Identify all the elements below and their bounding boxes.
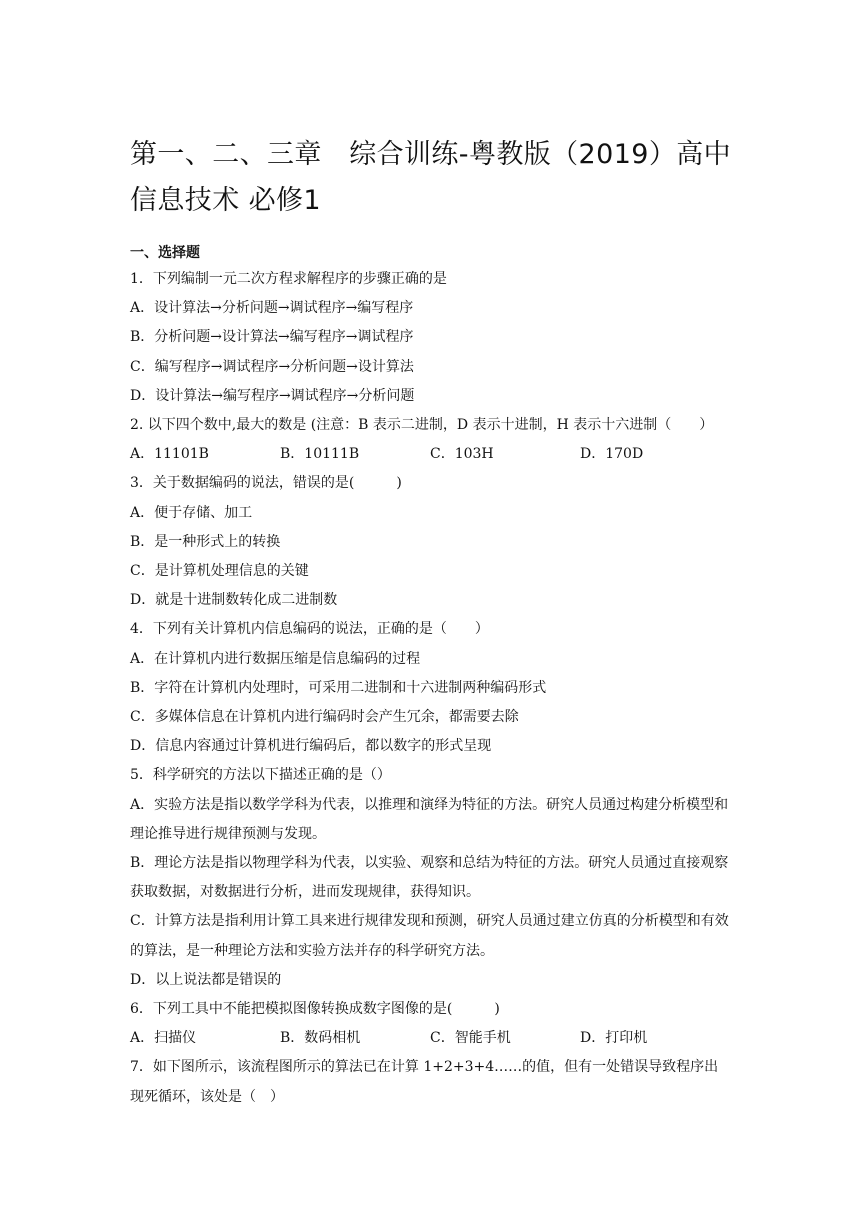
question-2-stem: 2. 以下四个数中,最大的数是 (注意：B 表示二进制，D 表示十进制，H 表示十六进制（ ） xyxy=(130,417,714,434)
question-4-option-a: A．在计算机内进行数据压缩是信息编码的过程 xyxy=(130,650,421,667)
question-3-option-a: A．便于存储、加工 xyxy=(130,504,253,521)
question-4-option-c: C．多媒体信息在计算机内进行编码时会产生冗余，都需要去除 xyxy=(130,709,519,726)
question-6-option-c: C．智能手机 xyxy=(430,1030,511,1047)
question-2-options xyxy=(130,440,732,469)
question-5-option-b: B．理论方法是指以物理学科为代表，以实验、观察和总结为特征的方法。研究人员通过直接观察获取数据，对数据进行分析，进而发现规律，获得知识。 xyxy=(130,855,729,901)
question-2-option-c: C．103H xyxy=(430,446,494,463)
question-3-stem: 3．关于数据编码的说法，错误的是( ) xyxy=(130,475,402,492)
question-6-stem: 6．下列工具中不能把模拟图像转换成数字图像的是( ) xyxy=(130,1001,500,1018)
question-6-options xyxy=(130,1024,732,1053)
question-5-option-d: D．以上说法都是错误的 xyxy=(130,971,282,988)
question-2-option-b: B．10111B xyxy=(280,446,360,463)
question-1-stem: 1．下列编制一元二次方程求解程序的步骤正确的是 xyxy=(130,271,447,287)
question-4-option-d: D．信息内容通过计算机进行编码后，都以数字的形式呈现 xyxy=(130,738,492,755)
question-1-options-cd xyxy=(130,353,732,382)
question-1-options-ab xyxy=(130,294,732,323)
question-5-option-a: A．实验方法是指以数学学科为代表，以推理和演绎为特征的方法。研究人员通过构建分析模型和理论推导进行规律预测与发现。 xyxy=(130,796,729,842)
question-6-option-b: B．数码相机 xyxy=(280,1030,361,1047)
question-2-option-a: A．11101B xyxy=(130,446,209,463)
document-title: 第一、二、三章 综合训练-粤教版（2019）高中信息技术 必修1 xyxy=(130,139,732,216)
question-3-option-d: D．就是十进制数转化成二进制数 xyxy=(130,592,338,609)
question-7-stem: 7．如下图所示，该流程图所示的算法已在计算 1+2+3+4……的值，但有一处错误导致程序出现死循环，该处是（ ） xyxy=(130,1059,719,1105)
question-6-option-d: D．打印机 xyxy=(580,1030,648,1047)
question-list xyxy=(130,265,732,1112)
question-3-option-c: C．是计算机处理信息的关键 xyxy=(130,563,309,580)
question-6-option-a: A．扫描仪 xyxy=(130,1030,197,1047)
question-1-option-b: B．分析问题→设计算法→编写程序→调试程序 xyxy=(130,329,414,346)
section-heading: 一、选择题 xyxy=(130,245,200,261)
question-5-stem: 5．科学研究的方法以下描述正确的是（） xyxy=(130,767,391,784)
question-4-option-b: B．字符在计算机内处理时，可采用二进制和十六进制两种编码形式 xyxy=(130,679,547,696)
question-1-option-a: A．设计算法→分析问题→调试程序→编写程序 xyxy=(130,300,414,317)
question-1-option-c: C．编写程序→调试程序→分析问题→设计算法 xyxy=(130,358,414,375)
question-4-stem: 4．下列有关计算机内信息编码的说法，正确的是（ ） xyxy=(130,621,489,638)
question-3-option-b: B．是一种形式上的转换 xyxy=(130,533,281,550)
question-2-option-d: D．170D xyxy=(580,446,644,463)
question-5-option-c: C．计算方法是指利用计算工具来进行规律发现和预测，研究人员通过建立仿真的分析模型和有效的算法，是一种理论方法和实验方法并存的科学研究方法。 xyxy=(130,913,729,959)
question-1-option-d: D．设计算法→编写程序→调试程序→分析问题 xyxy=(130,387,415,404)
